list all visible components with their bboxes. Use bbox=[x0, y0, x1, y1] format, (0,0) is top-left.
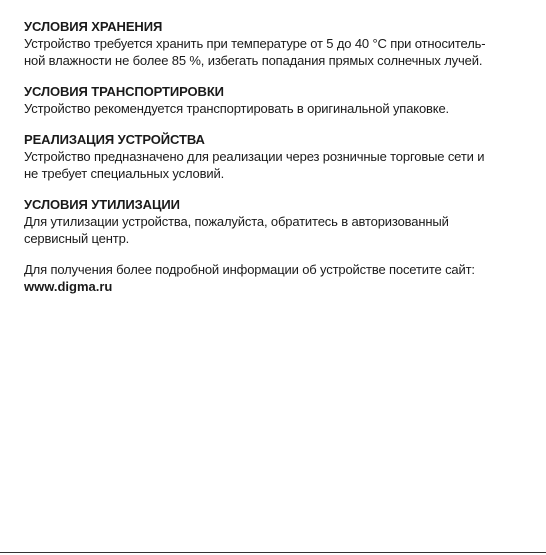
sale-text-line-1: Устройство предназначено для реализации через розничные торговые сети и bbox=[24, 149, 485, 164]
storage-heading: УСЛОВИЯ ХРАНЕНИЯ bbox=[24, 19, 163, 34]
disposal-text bbox=[24, 213, 524, 247]
page-bottom-divider bbox=[0, 552, 546, 553]
website-link[interactable]: www.digma.ru bbox=[24, 279, 113, 294]
transport-text-line-1: Устройство рекомендуется транспортировать в оригинальной упаковке. bbox=[24, 101, 450, 116]
disposal-text-line-2: сервисный центр. bbox=[24, 231, 130, 246]
info-text-line-1: Для получения более подробной информации об устройстве посетите сайт: bbox=[24, 262, 475, 277]
sale-text bbox=[24, 148, 524, 182]
sale-heading: РЕАЛИЗАЦИЯ УСТРОЙСТВА bbox=[24, 132, 205, 147]
storage-section bbox=[24, 18, 524, 69]
info-section bbox=[24, 261, 524, 295]
disposal-section bbox=[24, 196, 524, 247]
sale-section bbox=[24, 131, 524, 182]
transport-heading: УСЛОВИЯ ТРАНСПОРТИРОВКИ bbox=[24, 84, 224, 99]
storage-text bbox=[24, 35, 524, 69]
storage-text-line-2: ной влажности не более 85 %, избегать попадания прямых солнечных лучей. bbox=[24, 53, 483, 68]
disposal-text-line-1: Для утилизации устройства, пожалуйста, обратитесь в авторизованный bbox=[24, 214, 449, 229]
transport-text bbox=[24, 100, 524, 117]
disposal-heading: УСЛОВИЯ УТИЛИЗАЦИИ bbox=[24, 197, 180, 212]
info-text bbox=[24, 261, 524, 278]
document-page bbox=[24, 18, 524, 309]
transport-section bbox=[24, 83, 524, 117]
sale-text-line-2: не требует специальных условий. bbox=[24, 166, 225, 181]
storage-text-line-1: Устройство требуется хранить при температуре от 5 до 40 °C при относитель- bbox=[24, 36, 486, 51]
